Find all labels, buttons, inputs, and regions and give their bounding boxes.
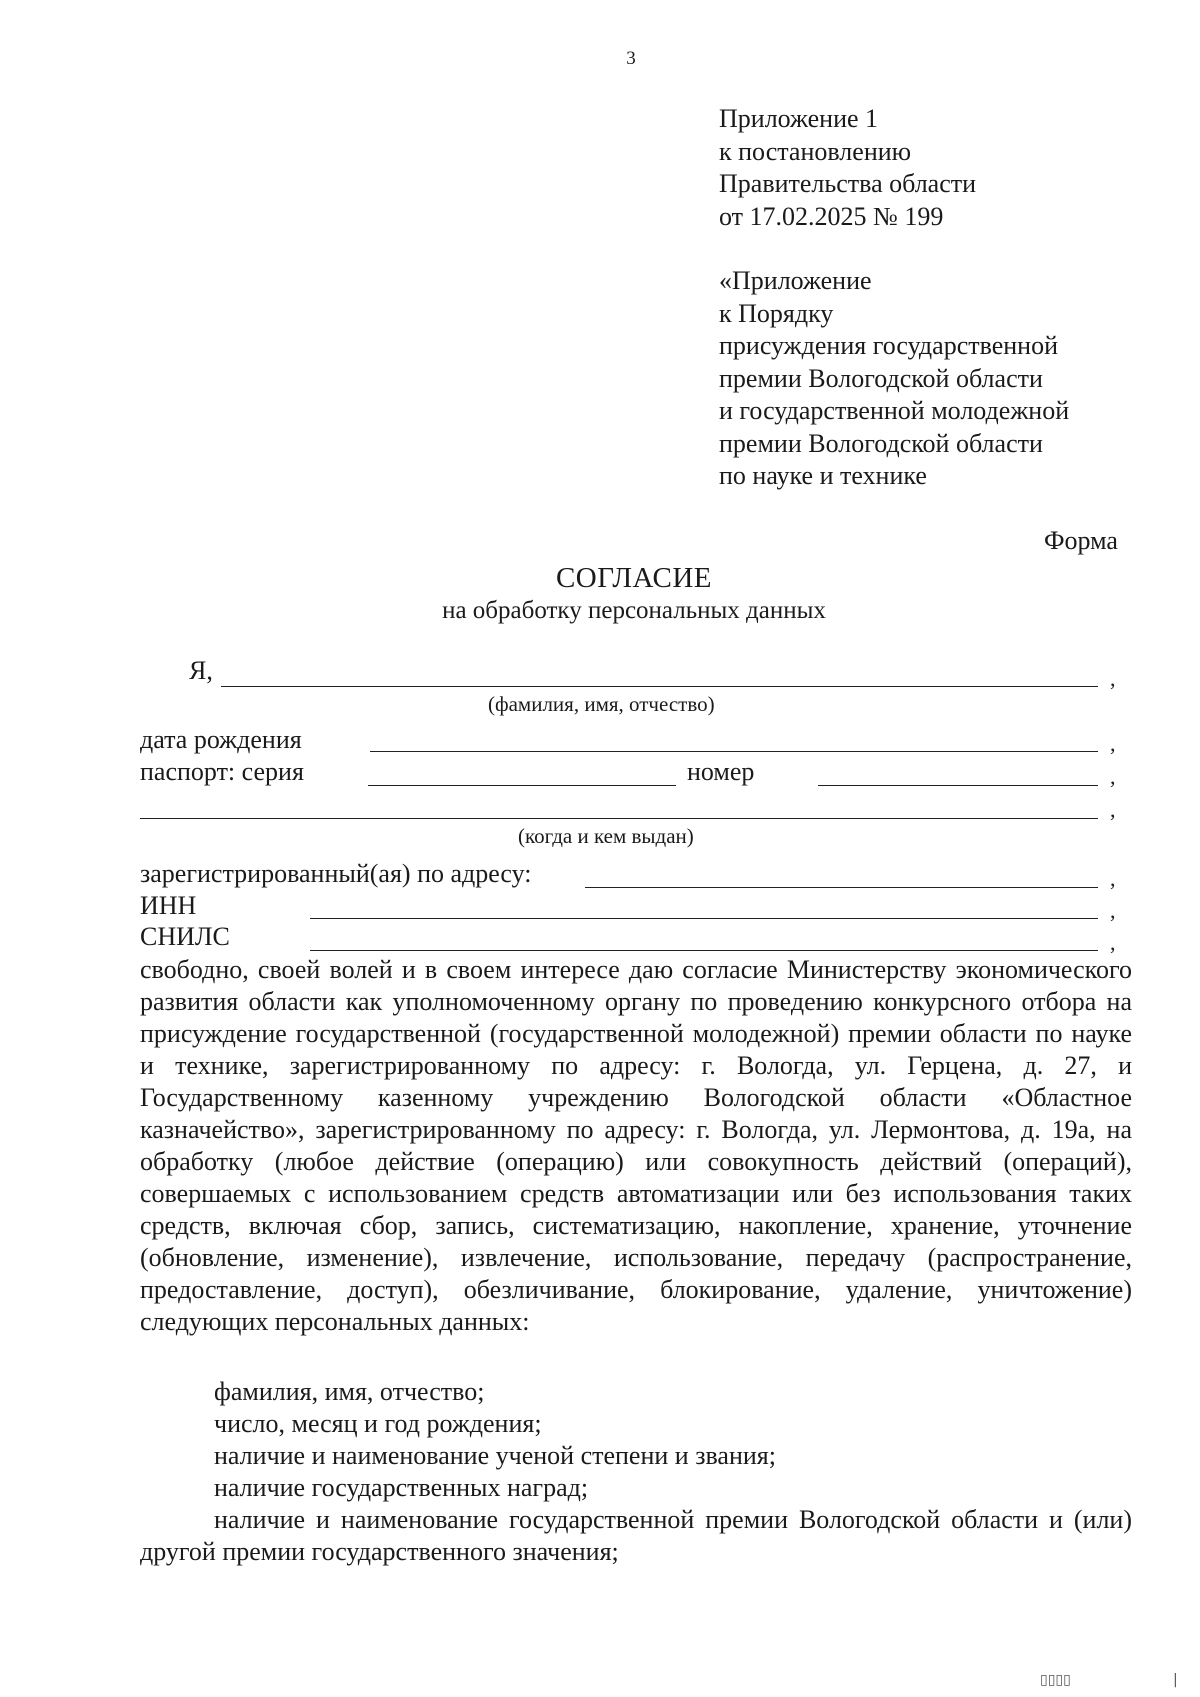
consent-paragraph: свободно, своей волей и в своем интересе даю согласие Министерству экономического развития области как уполномоченному органу по проведению конкурсного отбора на присуждение государственной (государственной молодежной) премии области по науке и технике, зарегистрированному по адресу: г. Вологда, ул. Герцена, д. 27, и Государственному казенному учреждению Вологодской области «Областное казначейство», зарегистрированному по адресу: г. Вологда, ул. Лермонтова, д. 19а, на обработку (любое действие (операцию) или совокупность действий (операций), совершаемых с использованием средств автоматизации или без использования таких средств, включая сбор, запись, систематизацию, накопление, хранение, уточнение (обновление, изменение), извлечение, использование, передачу (распространение, предоставление, доступ), обезличивание, блокирование, удаление, уничтожение) следующих персональных данных: bbox=[140, 955, 1132, 1336]
appendix-sub-line: по науке и технике bbox=[719, 461, 927, 490]
appendix-header-line: к постановлению bbox=[719, 136, 912, 166]
birth-date-input-line[interactable] bbox=[370, 751, 1098, 752]
appendix-sub-line: «Приложение bbox=[719, 266, 872, 295]
comma: , bbox=[1110, 666, 1116, 691]
inn-input-line[interactable] bbox=[310, 918, 1098, 919]
document-subtitle: на обработку персональных данных bbox=[442, 597, 826, 624]
passport-number-input-line[interactable] bbox=[818, 785, 1098, 786]
passport-issued-input-line[interactable] bbox=[140, 818, 1098, 819]
comma: , bbox=[1110, 764, 1116, 789]
inn-label: ИНН bbox=[140, 891, 197, 920]
passport-series-input-line[interactable] bbox=[368, 785, 676, 786]
fio-input-line[interactable] bbox=[221, 686, 1098, 687]
data-item: фамилия, имя, отчество; bbox=[214, 1377, 485, 1406]
scan-artifact-icon: ▯▯▯▯ bbox=[1040, 1672, 1071, 1688]
birth-date-label: дата рождения bbox=[140, 725, 302, 754]
passport-number-label: номер bbox=[687, 757, 755, 786]
i-label: Я, bbox=[189, 656, 213, 685]
appendix-sub-line: к Порядку bbox=[719, 298, 834, 328]
fio-caption: (фамилия, имя, отчество) bbox=[488, 692, 715, 716]
appendix-sub-line: присуждения государственной bbox=[719, 331, 1059, 360]
form-label: Форма bbox=[1044, 526, 1118, 555]
data-item: наличие и наименование ученой степени и звания; bbox=[214, 1441, 776, 1470]
appendix-header-line: от 17.02.2025 № 199 bbox=[719, 201, 944, 231]
comma: , bbox=[1110, 731, 1116, 756]
appendix-header-line: Правительства области bbox=[719, 169, 977, 198]
data-item: число, месяц и год рождения; bbox=[214, 1409, 542, 1438]
snils-input-line[interactable] bbox=[310, 950, 1098, 951]
appendix-sub-line: премии Вологодской области bbox=[719, 363, 1043, 393]
appendix-sub-header bbox=[719, 265, 1069, 493]
appendix-header-line: Приложение 1 bbox=[719, 104, 879, 133]
appendix-header bbox=[719, 103, 976, 233]
data-item: наличие государственных наград; bbox=[214, 1473, 589, 1502]
appendix-sub-line: и государственной молодежной bbox=[719, 396, 1070, 425]
data-item-last-paragraph: наличие и наименование государственной премии Вологодской области и (или) другой премии государственного значения; bbox=[140, 1505, 1132, 1566]
page-number: 3 bbox=[626, 48, 636, 69]
address-input-line[interactable] bbox=[585, 887, 1098, 888]
comma: , bbox=[1110, 898, 1116, 923]
document-title: СОГЛАСИЕ bbox=[555, 562, 713, 594]
issued-caption: (когда и кем выдан) bbox=[518, 824, 694, 848]
passport-series-label: паспорт: серия bbox=[140, 757, 304, 786]
snils-label: СНИЛС bbox=[140, 922, 230, 951]
comma: , bbox=[1110, 797, 1116, 822]
address-label: зарегистрированный(ая) по адресу: bbox=[140, 859, 532, 888]
appendix-sub-line: премии Вологодской области bbox=[719, 428, 1043, 458]
comma: , bbox=[1110, 866, 1116, 891]
comma: , bbox=[1110, 930, 1116, 955]
scan-artifact-icon: | bbox=[1173, 1672, 1178, 1688]
